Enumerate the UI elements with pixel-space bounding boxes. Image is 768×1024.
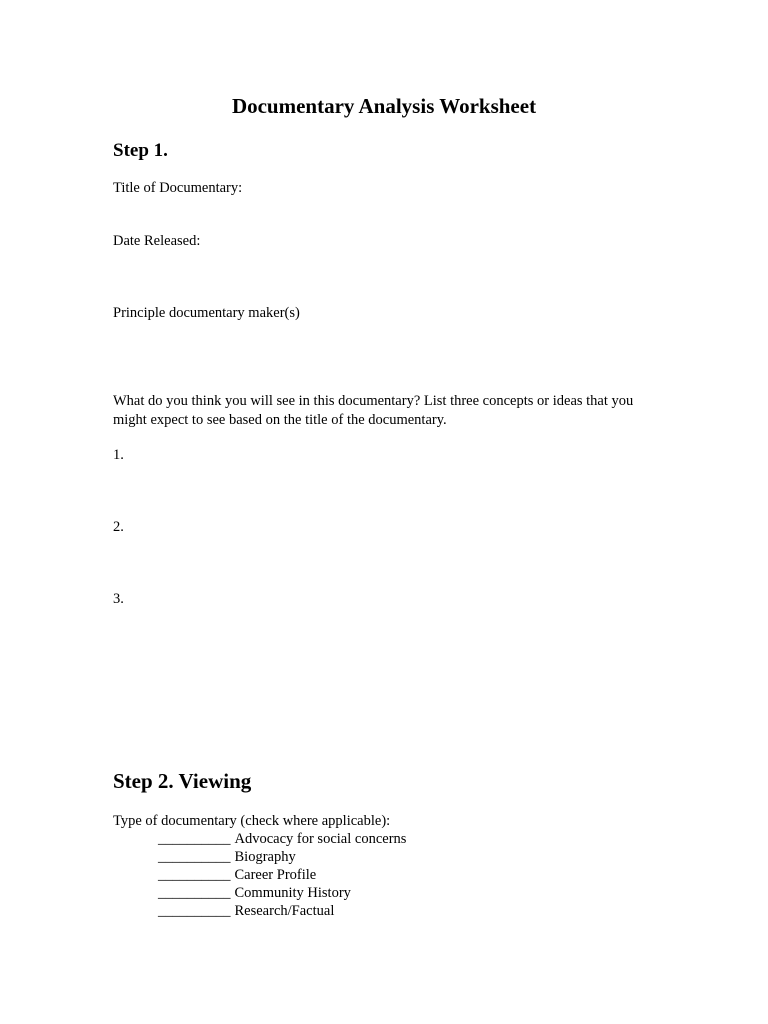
type-option-label: Biography — [234, 849, 296, 865]
step1-heading: Step 1. — [113, 140, 168, 161]
date-released-label: Date Released: — [113, 233, 201, 249]
checkbox-blank-line: __________ — [158, 903, 231, 919]
type-option-biography — [158, 848, 296, 866]
type-option-label: Career Profile — [234, 867, 317, 883]
type-option-label: Community History — [234, 885, 351, 901]
worksheet-title: Documentary Analysis Worksheet — [231, 94, 537, 118]
expectation-question-line1: What do you think you will see in this documentary? List three concepts or ideas that you — [113, 393, 634, 409]
type-option-career-profile — [158, 866, 316, 884]
type-option-label: Research/Factual — [234, 903, 335, 919]
answer-item-3: 3. — [113, 591, 124, 607]
documentary-maker-label: Principle documentary maker(s) — [113, 305, 300, 321]
answer-item-1: 1. — [113, 447, 124, 463]
type-option-research-factual — [158, 902, 334, 920]
checkbox-blank-line: __________ — [158, 849, 231, 865]
expectation-question — [113, 392, 673, 430]
documentary-type-label: Type of documentary (check where applicable): — [113, 813, 391, 829]
step2-heading: Step 2. Viewing — [113, 769, 252, 793]
checkbox-blank-line: __________ — [158, 885, 231, 901]
type-option-advocacy — [158, 830, 406, 848]
type-option-community-history — [158, 884, 351, 902]
answer-item-2: 2. — [113, 519, 124, 535]
checkbox-blank-line: __________ — [158, 867, 231, 883]
type-option-label: Advocacy for social concerns — [234, 831, 407, 847]
expectation-question-line2: might expect to see based on the title of the documentary. — [113, 412, 447, 428]
documentary-title-label: Title of Documentary: — [113, 180, 243, 196]
checkbox-blank-line: __________ — [158, 831, 231, 847]
